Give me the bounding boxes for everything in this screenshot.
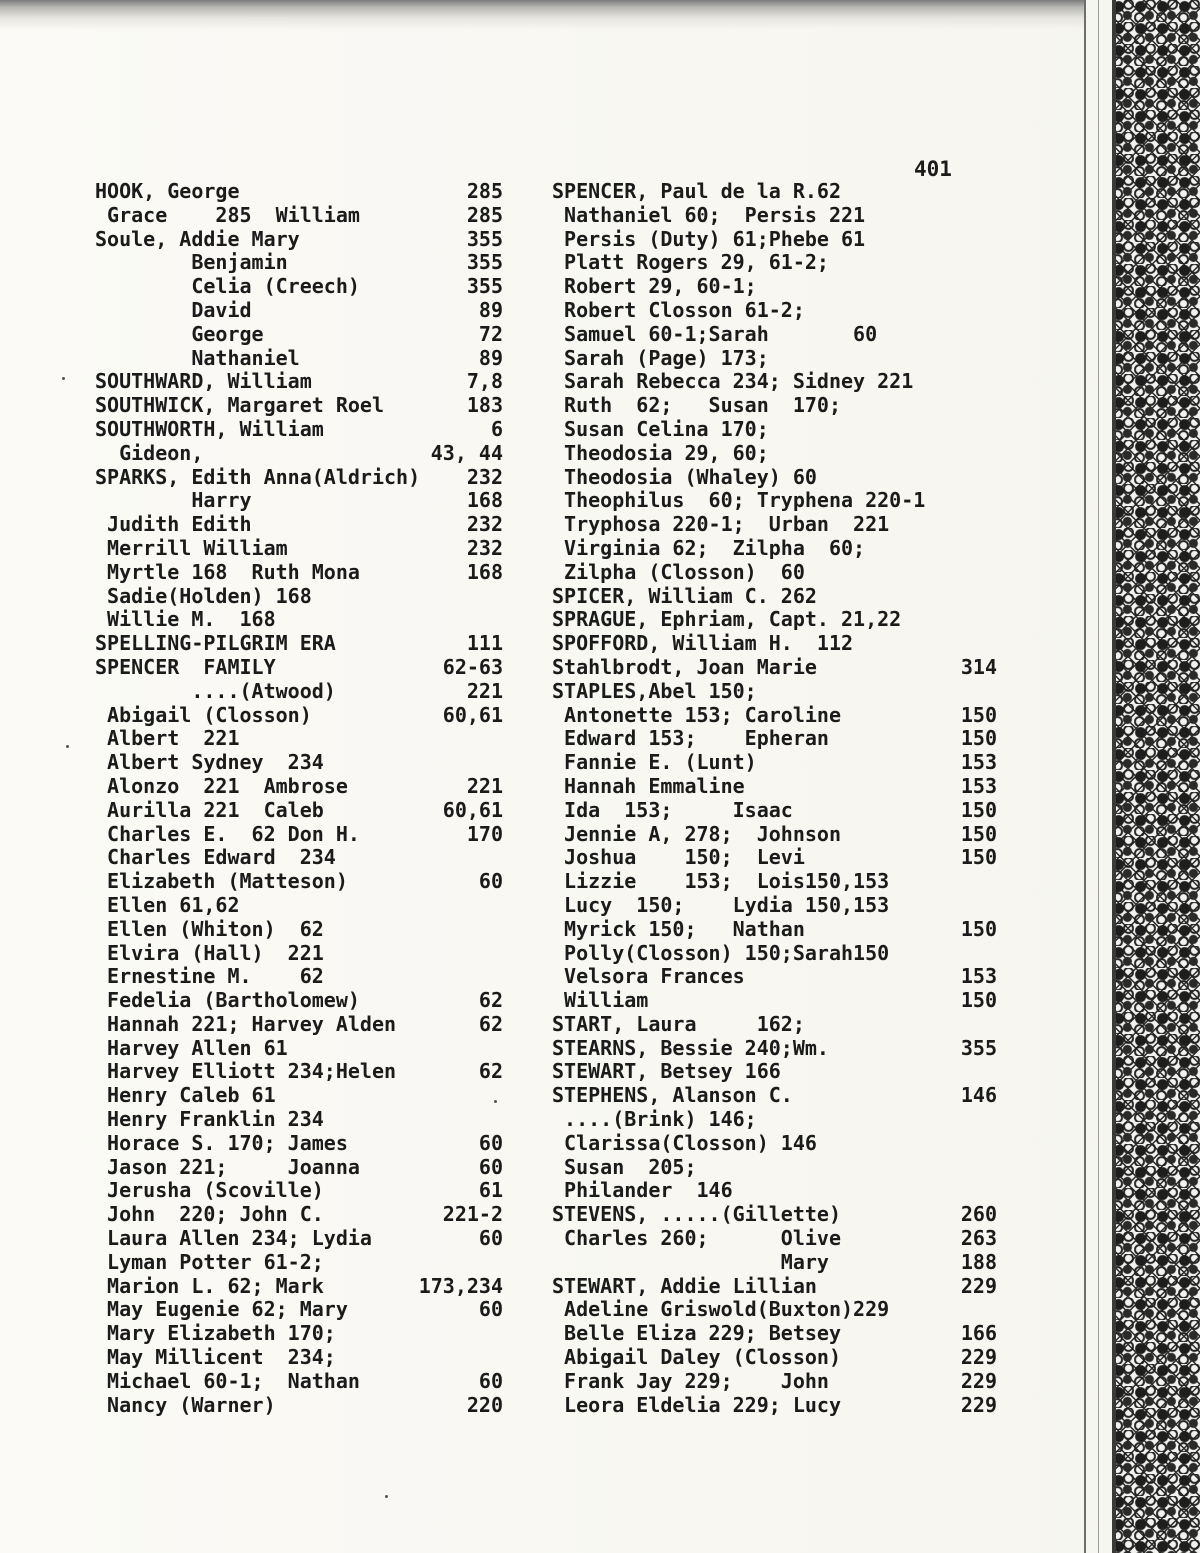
entry-name: May Eugenie 62; Mary xyxy=(95,1298,348,1322)
entry-page-ref: 7,8 xyxy=(466,369,503,394)
index-entry xyxy=(95,537,503,561)
entry-name: Antonette 153; Caroline xyxy=(552,703,841,727)
scan-speck xyxy=(66,745,69,748)
entry-name: SOUTHWICK, Margaret Roel xyxy=(95,394,384,418)
index-entry xyxy=(95,1322,503,1346)
index-entry xyxy=(95,489,503,513)
index-entry xyxy=(552,204,997,228)
entry-name: Nathaniel 60; Persis 221 xyxy=(552,203,866,227)
index-entry xyxy=(552,1132,997,1156)
index-entry xyxy=(95,775,503,799)
entry-page-ref: 150 xyxy=(960,702,997,727)
entry-name: STEWART, Betsey 166 xyxy=(552,1060,781,1084)
entry-name: Virginia 62; Zilpha 60; xyxy=(552,536,866,560)
entry-name: Abigail (Closson) xyxy=(95,703,312,727)
entry-page-ref: 62 xyxy=(478,988,503,1013)
entry-page-ref: 232 xyxy=(466,512,503,537)
index-entry xyxy=(552,1037,997,1061)
index-entry xyxy=(95,1275,503,1299)
entry-page-ref: 221 xyxy=(466,773,503,798)
index-entry xyxy=(95,846,503,870)
entry-name: Albert Sydney 234 xyxy=(95,751,324,775)
entry-page-ref: 60,61 xyxy=(442,702,503,727)
entry-page-ref: 89 xyxy=(478,345,503,370)
entry-name: SPOFFORD, William H. 112 xyxy=(552,632,854,656)
index-entry xyxy=(552,775,997,799)
entry-name: Abigail Daley (Closson) xyxy=(552,1346,841,1370)
entry-name: Robert Closson 61-2; xyxy=(552,298,805,322)
index-entry xyxy=(552,251,997,275)
entry-name: SPICER, William C. 262 xyxy=(552,584,817,608)
index-entry xyxy=(95,204,503,228)
entry-page-ref: 232 xyxy=(466,535,503,560)
index-entry xyxy=(552,1275,997,1299)
entry-name: Philander 146 xyxy=(552,1179,733,1203)
index-entry xyxy=(95,1394,503,1418)
index-entry xyxy=(95,1156,503,1180)
entry-name: SPENCER FAMILY xyxy=(95,655,276,679)
index-entry xyxy=(552,989,997,1013)
entry-page-ref: 111 xyxy=(466,631,503,656)
entry-name: Sarah Rebecca 234; Sidney 221 xyxy=(552,370,914,394)
index-entry xyxy=(95,989,503,1013)
entry-name: STEPHENS, Alanson C. xyxy=(552,1084,793,1108)
index-entry xyxy=(552,275,997,299)
entry-page-ref: 166 xyxy=(960,1321,997,1346)
entry-page-ref: 60 xyxy=(478,1130,503,1155)
index-entry xyxy=(95,1060,503,1084)
index-entry xyxy=(552,1394,997,1418)
index-entry xyxy=(95,608,503,632)
entry-name: Charles 260; Olive xyxy=(552,1227,841,1251)
entry-page-ref: 62 xyxy=(478,1059,503,1084)
index-entry xyxy=(95,275,503,299)
index-entry xyxy=(552,561,997,585)
index-entry xyxy=(95,1298,503,1322)
entry-name: Susan 205; xyxy=(552,1155,697,1179)
index-entry xyxy=(95,347,503,371)
index-entry xyxy=(552,965,997,989)
entry-page-ref: 60 xyxy=(478,1226,503,1251)
entry-name: Sadie(Holden) 168 xyxy=(95,584,312,608)
entry-page-ref: 173,234 xyxy=(418,1273,503,1298)
entry-page-ref: 188 xyxy=(960,1249,997,1274)
entry-name: Elvira (Hall) 221 xyxy=(95,941,324,965)
index-entry xyxy=(95,466,503,490)
entry-page-ref: 355 xyxy=(466,250,503,275)
entry-name: Horace S. 170; James xyxy=(95,1131,348,1155)
entry-page-ref: 183 xyxy=(466,393,503,418)
entry-page-ref: 232 xyxy=(466,464,503,489)
index-entry xyxy=(552,228,997,252)
entry-page-ref: 62-63 xyxy=(442,654,503,679)
index-entry xyxy=(95,323,503,347)
entry-name: SOUTHWORTH, William xyxy=(95,417,324,441)
entry-page-ref: 153 xyxy=(960,750,997,775)
entry-page-ref: 168 xyxy=(466,559,503,584)
index-entry xyxy=(95,228,503,252)
entry-name: Nancy (Warner) xyxy=(95,1393,276,1417)
entry-name: Belle Eliza 229; Betsey xyxy=(552,1322,841,1346)
entry-name: Merrill William xyxy=(95,536,288,560)
entry-name: Charles Edward 234 xyxy=(95,846,336,870)
entry-name: Celia (Creech) xyxy=(95,275,360,299)
entry-name: Jason 221; Joanna xyxy=(95,1155,360,1179)
index-entry xyxy=(95,894,503,918)
index-entry xyxy=(95,1203,503,1227)
entry-name: May Millicent 234; xyxy=(95,1346,336,1370)
entry-page-ref: 6 xyxy=(490,416,503,441)
entry-name: Lucy 150; Lydia 150,153 xyxy=(552,893,890,917)
index-entry xyxy=(95,1179,503,1203)
entry-page-ref: 229 xyxy=(960,1273,997,1298)
index-entry xyxy=(95,1370,503,1394)
entry-page-ref: 314 xyxy=(960,654,997,679)
index-entry xyxy=(95,656,503,680)
entry-name: START, Laura 162; xyxy=(552,1012,805,1036)
entry-name: Marion L. 62; Mark xyxy=(95,1274,324,1298)
entry-page-ref: 285 xyxy=(466,202,503,227)
entry-page-ref: 60 xyxy=(478,1297,503,1322)
index-entry xyxy=(95,394,503,418)
index-entry xyxy=(552,180,997,204)
entry-name: Clarissa(Closson) 146 xyxy=(552,1131,817,1155)
entry-name: SPELLING-PILGRIM ERA xyxy=(95,632,336,656)
entry-name: Edward 153; Epheran xyxy=(552,727,829,751)
entry-name: Adeline Griswold(Buxton)229 xyxy=(552,1298,890,1322)
index-entry xyxy=(95,751,503,775)
index-entry xyxy=(552,656,997,680)
index-entry xyxy=(95,1251,503,1275)
index-entry xyxy=(552,418,997,442)
index-entry xyxy=(552,442,997,466)
index-entry xyxy=(552,799,997,823)
index-entry xyxy=(95,299,503,323)
entry-page-ref: 260 xyxy=(960,1202,997,1227)
entry-page-ref: 355 xyxy=(960,1035,997,1060)
entry-name: Persis (Duty) 61;Phebe 61 xyxy=(552,227,866,251)
entry-page-ref: 150 xyxy=(960,821,997,846)
scan-speck xyxy=(494,1100,497,1103)
entry-name: Robert 29, 60-1; xyxy=(552,275,757,299)
index-entry xyxy=(552,1179,997,1203)
entry-name: Stahlbrodt, Joan Marie xyxy=(552,655,817,679)
entry-page-ref: 220 xyxy=(466,1392,503,1417)
binding-line xyxy=(1084,0,1086,1553)
index-entry xyxy=(552,1346,997,1370)
index-entry xyxy=(95,918,503,942)
index-entry xyxy=(95,1108,503,1132)
entry-page-ref: 153 xyxy=(960,773,997,798)
entry-name: Myrick 150; Nathan xyxy=(552,917,805,941)
index-entry xyxy=(552,394,997,418)
entry-name: STAPLES,Abel 150; xyxy=(552,679,757,703)
index-entry xyxy=(95,1346,503,1370)
index-entry xyxy=(552,1060,997,1084)
entry-name: Ellen 61,62 xyxy=(95,893,240,917)
floral-border-decoration xyxy=(1112,0,1200,1553)
page-top-edge-shadow xyxy=(0,0,1085,30)
entry-name: Soule, Addie Mary xyxy=(95,227,300,251)
entry-name: Michael 60-1; Nathan xyxy=(95,1369,360,1393)
index-entry xyxy=(552,823,997,847)
entry-name: Aurilla 221 Caleb xyxy=(95,798,324,822)
entry-name: Harry xyxy=(95,489,252,513)
index-entry xyxy=(95,870,503,894)
entry-page-ref: 146 xyxy=(960,1083,997,1108)
entry-name: STEWART, Addie Lillian xyxy=(552,1274,817,1298)
entry-name: Fedelia (Bartholomew) xyxy=(95,989,360,1013)
entry-name: Jennie A, 278; Johnson xyxy=(552,822,841,846)
index-entry xyxy=(552,1298,997,1322)
entry-page-ref: 150 xyxy=(960,916,997,941)
index-entry xyxy=(552,1227,997,1251)
entry-name: Charles E. 62 Don H. xyxy=(95,822,360,846)
index-entry xyxy=(95,680,503,704)
entry-name: William xyxy=(552,989,649,1013)
entry-page-ref: 60 xyxy=(478,1154,503,1179)
entry-name: Platt Rogers 29, 61-2; xyxy=(552,251,829,275)
entry-name: Henry Caleb 61 xyxy=(95,1084,276,1108)
entry-name: Benjamin xyxy=(95,251,288,275)
index-entry xyxy=(95,1084,503,1108)
index-entry xyxy=(95,1227,503,1251)
entry-page-ref: 355 xyxy=(466,274,503,299)
entry-page-ref: 43, 44 xyxy=(430,440,503,465)
index-entry xyxy=(552,347,997,371)
index-entry xyxy=(95,632,503,656)
index-entry xyxy=(95,823,503,847)
entry-page-ref: 355 xyxy=(466,226,503,251)
entry-page-ref: 229 xyxy=(960,1345,997,1370)
entry-name: STEVENS, .....(Gillette) xyxy=(552,1203,841,1227)
entry-name: Harvey Allen 61 xyxy=(95,1036,288,1060)
entry-name: Willie M. 168 xyxy=(95,608,276,632)
entry-page-ref: 229 xyxy=(960,1392,997,1417)
index-column-right xyxy=(552,180,997,1417)
entry-name: Gideon, xyxy=(95,441,204,465)
entry-name: Myrtle 168 Ruth Mona xyxy=(95,560,360,584)
entry-page-ref: 150 xyxy=(960,797,997,822)
entry-page-ref: 168 xyxy=(466,488,503,513)
index-entry xyxy=(95,561,503,585)
entry-name: Henry Franklin 234 xyxy=(95,1108,324,1132)
entry-name: Sarah (Page) 173; xyxy=(552,346,769,370)
index-entry xyxy=(552,1013,997,1037)
entry-name: Theodosia (Whaley) 60 xyxy=(552,465,817,489)
index-entry xyxy=(552,727,997,751)
entry-name: Lyman Potter 61-2; xyxy=(95,1250,324,1274)
page-number: 401 xyxy=(914,157,952,181)
entry-name: Albert 221 xyxy=(95,727,240,751)
entry-name: Jerusha (Scoville) xyxy=(95,1179,324,1203)
entry-page-ref: 263 xyxy=(960,1226,997,1251)
entry-page-ref: 229 xyxy=(960,1368,997,1393)
entry-name: Ida 153; Isaac xyxy=(552,798,793,822)
index-entry xyxy=(95,799,503,823)
index-entry xyxy=(95,513,503,537)
scan-speck xyxy=(62,377,65,380)
entry-name: STEARNS, Bessie 240;Wm. xyxy=(552,1036,829,1060)
entry-name: Lizzie 153; Lois150,153 xyxy=(552,870,890,894)
index-entry xyxy=(552,1251,997,1275)
index-entry xyxy=(552,680,997,704)
entry-name: Elizabeth (Matteson) xyxy=(95,870,348,894)
entry-name: Hannah 221; Harvey Alden xyxy=(95,1012,397,1036)
entry-name: Ernestine M. 62 xyxy=(95,965,324,989)
index-entry xyxy=(552,751,997,775)
index-entry xyxy=(552,1370,997,1394)
index-entry xyxy=(552,704,997,728)
entry-name: David xyxy=(95,298,252,322)
index-entry xyxy=(552,608,997,632)
entry-page-ref: 60 xyxy=(478,869,503,894)
entry-page-ref: 89 xyxy=(478,297,503,322)
entry-page-ref: 285 xyxy=(466,179,503,203)
index-entry xyxy=(95,965,503,989)
entry-name: Theodosia 29, 60; xyxy=(552,441,769,465)
index-entry xyxy=(552,585,997,609)
entry-name: Mary xyxy=(552,1250,829,1274)
entry-name: ....(Atwood) xyxy=(95,679,336,703)
entry-page-ref: 221 xyxy=(466,678,503,703)
entry-name: Nathaniel xyxy=(95,346,300,370)
entry-name: George xyxy=(95,322,264,346)
entry-page-ref: 153 xyxy=(960,964,997,989)
index-entry xyxy=(552,846,997,870)
index-entry xyxy=(552,1084,997,1108)
entry-name: Mary Elizabeth 170; xyxy=(95,1322,336,1346)
index-entry xyxy=(552,870,997,894)
entry-page-ref: 60,61 xyxy=(442,797,503,822)
index-column-left xyxy=(95,180,503,1417)
entry-name: SOUTHWARD, William xyxy=(95,370,312,394)
index-entry xyxy=(552,1322,997,1346)
entry-name: Ellen (Whiton) 62 xyxy=(95,917,324,941)
entry-name: SPRAGUE, Ephriam, Capt. 21,22 xyxy=(552,608,902,632)
entry-name: Tryphosa 220-1; Urban 221 xyxy=(552,513,890,537)
entry-name: Harvey Elliott 234;Helen xyxy=(95,1060,397,1084)
index-entry xyxy=(552,323,997,347)
entry-page-ref: 170 xyxy=(466,821,503,846)
entry-page-ref: 150 xyxy=(960,726,997,751)
entry-name: SPENCER, Paul de la R.62 xyxy=(552,180,841,203)
entry-page-ref: 150 xyxy=(960,845,997,870)
index-entry xyxy=(95,180,503,204)
entry-name: Hannah Emmaline xyxy=(552,774,745,798)
entry-name: Fannie E. (Lunt) xyxy=(552,751,757,775)
index-entry xyxy=(552,632,997,656)
entry-name: Zilpha (Closson) 60 xyxy=(552,560,805,584)
entry-name: Laura Allen 234; Lydia xyxy=(95,1227,372,1251)
index-entry xyxy=(95,1132,503,1156)
entry-name: Polly(Closson) 150;Sarah150 xyxy=(552,941,890,965)
scan-speck xyxy=(385,1495,388,1498)
binding-line xyxy=(1098,0,1099,1553)
entry-name: Frank Jay 229; John xyxy=(552,1369,829,1393)
index-entry xyxy=(552,370,997,394)
index-entry xyxy=(95,1037,503,1061)
index-entry xyxy=(552,894,997,918)
index-entry xyxy=(95,727,503,751)
entry-name: Ruth 62; Susan 170; xyxy=(552,394,841,418)
index-entry xyxy=(552,513,997,537)
entry-page-ref: 72 xyxy=(478,321,503,346)
entry-page-ref: 62 xyxy=(478,1011,503,1036)
index-entry xyxy=(552,489,997,513)
index-entry xyxy=(552,466,997,490)
index-entry xyxy=(95,370,503,394)
index-entry xyxy=(552,1203,997,1227)
entry-name: SPARKS, Edith Anna(Aldrich) xyxy=(95,465,421,489)
entry-name: Velsora Frances xyxy=(552,965,745,989)
entry-page-ref: 61 xyxy=(478,1178,503,1203)
index-entry xyxy=(95,251,503,275)
entry-name: Theophilus 60; Tryphena 220-1 xyxy=(552,489,926,513)
index-entry xyxy=(552,299,997,323)
entry-name: ....(Brink) 146; xyxy=(552,1108,757,1132)
entry-name: Leora Eldelia 229; Lucy xyxy=(552,1393,841,1417)
entry-name: Grace 285 William xyxy=(95,203,360,227)
index-entry xyxy=(552,537,997,561)
entry-name: Samuel 60-1;Sarah 60 xyxy=(552,322,878,346)
index-entry xyxy=(95,704,503,728)
entry-name: Alonzo 221 Ambrose xyxy=(95,774,348,798)
entry-name: HOOK, George xyxy=(95,180,240,203)
index-entry xyxy=(95,1013,503,1037)
entry-name: John 220; John C. xyxy=(95,1203,324,1227)
entry-name: Judith Edith xyxy=(95,513,252,537)
index-entry xyxy=(95,942,503,966)
entry-page-ref: 221-2 xyxy=(442,1202,503,1227)
index-entry xyxy=(95,585,503,609)
entry-name: Susan Celina 170; xyxy=(552,417,769,441)
index-entry xyxy=(552,918,997,942)
index-entry xyxy=(552,1156,997,1180)
index-entry xyxy=(95,418,503,442)
index-entry xyxy=(552,1108,997,1132)
index-entry xyxy=(552,942,997,966)
entry-page-ref: 60 xyxy=(478,1368,503,1393)
entry-page-ref: 150 xyxy=(960,988,997,1013)
entry-name: Joshua 150; Levi xyxy=(552,846,805,870)
index-entry xyxy=(95,442,503,466)
